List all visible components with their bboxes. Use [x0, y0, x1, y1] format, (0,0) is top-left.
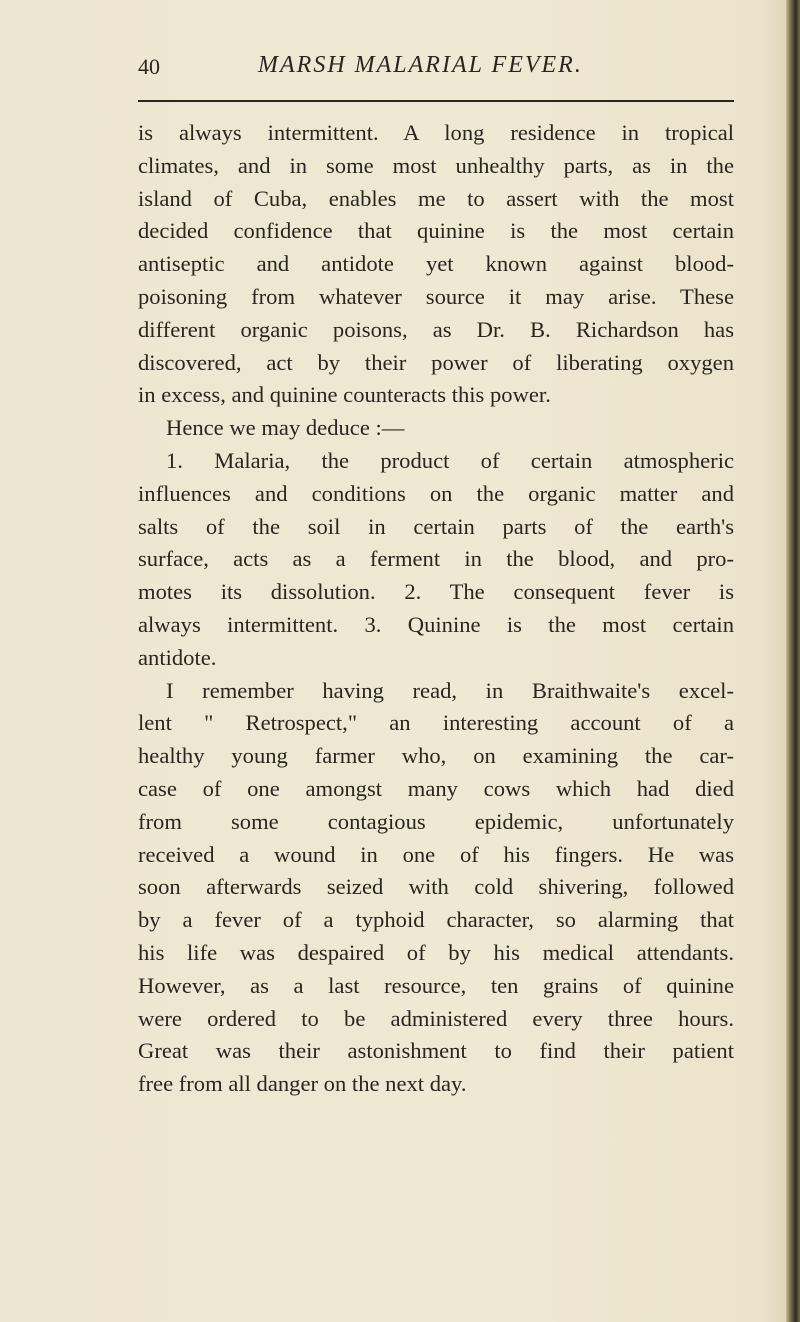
- text-line: 1. Malaria, the product of certain atmospheric: [166, 447, 734, 473]
- text-line: climates, and in some most unhealthy parts, as in the: [138, 152, 734, 178]
- text-line: surface, acts as a ferment in the blood, and pro-: [138, 546, 734, 572]
- running-head: [138, 54, 734, 94]
- text-line: free from all danger on the next day.: [138, 1071, 467, 1097]
- text-line: by a fever of a typhoid character, so alarming that: [138, 907, 734, 933]
- text-line: lent " Retrospect," an interesting account of a: [138, 710, 734, 736]
- text-line: Great was their astonishment to find their patient: [138, 1038, 734, 1064]
- text-line: I remember having read, in Braithwaite's excel-: [166, 677, 734, 703]
- text-line: antiseptic and antidote yet known against blood-: [138, 251, 734, 277]
- text-line: his life was despaired of by his medical attendants.: [138, 939, 734, 965]
- text-line: island of Cuba, enables me to assert with the most: [138, 185, 734, 211]
- running-title: MARSH MALARIAL FEVER.: [258, 52, 583, 78]
- text-line: healthy young farmer who, on examining the car-: [138, 743, 734, 769]
- header-rule: [138, 100, 734, 102]
- text-line: motes its dissolution. 2. The consequent fever is: [138, 579, 734, 605]
- text-line: decided confidence that quinine is the most certain: [138, 218, 734, 244]
- text-line: However, as a last resource, ten grains of quinine: [138, 972, 734, 998]
- text-line: is always intermittent. A long residence in tropical: [138, 120, 734, 145]
- text-line: were ordered to be administered every three hours.: [138, 1005, 734, 1031]
- text-line: in excess, and quinine counteracts this power.: [138, 382, 551, 408]
- text-line: discovered, act by their power of liberating oxygen: [138, 349, 734, 375]
- page-number: 40: [138, 54, 160, 79]
- text-line: poisoning from whatever source it may arise. These: [138, 283, 734, 309]
- text-line: influences and conditions on the organic matter and: [138, 480, 734, 506]
- text-line: soon afterwards seized with cold shivering, followed: [138, 874, 734, 900]
- text-line: antidote.: [138, 644, 217, 670]
- text-line: salts of the soil in certain parts of the earth's: [138, 513, 734, 539]
- text-line: always intermittent. 3. Quinine is the most certain: [138, 611, 734, 637]
- body-text: [138, 117, 734, 1101]
- text-line: received a wound in one of his fingers. He was: [138, 841, 734, 867]
- text-line: different organic poisons, as Dr. B. Richardson has: [138, 316, 734, 342]
- text-line: case of one amongst many cows which had died: [138, 775, 734, 801]
- text-line: from some contagious epidemic, unfortunately: [138, 808, 734, 834]
- page-edge: [786, 0, 800, 1322]
- text-line: Hence we may deduce :—: [166, 415, 405, 441]
